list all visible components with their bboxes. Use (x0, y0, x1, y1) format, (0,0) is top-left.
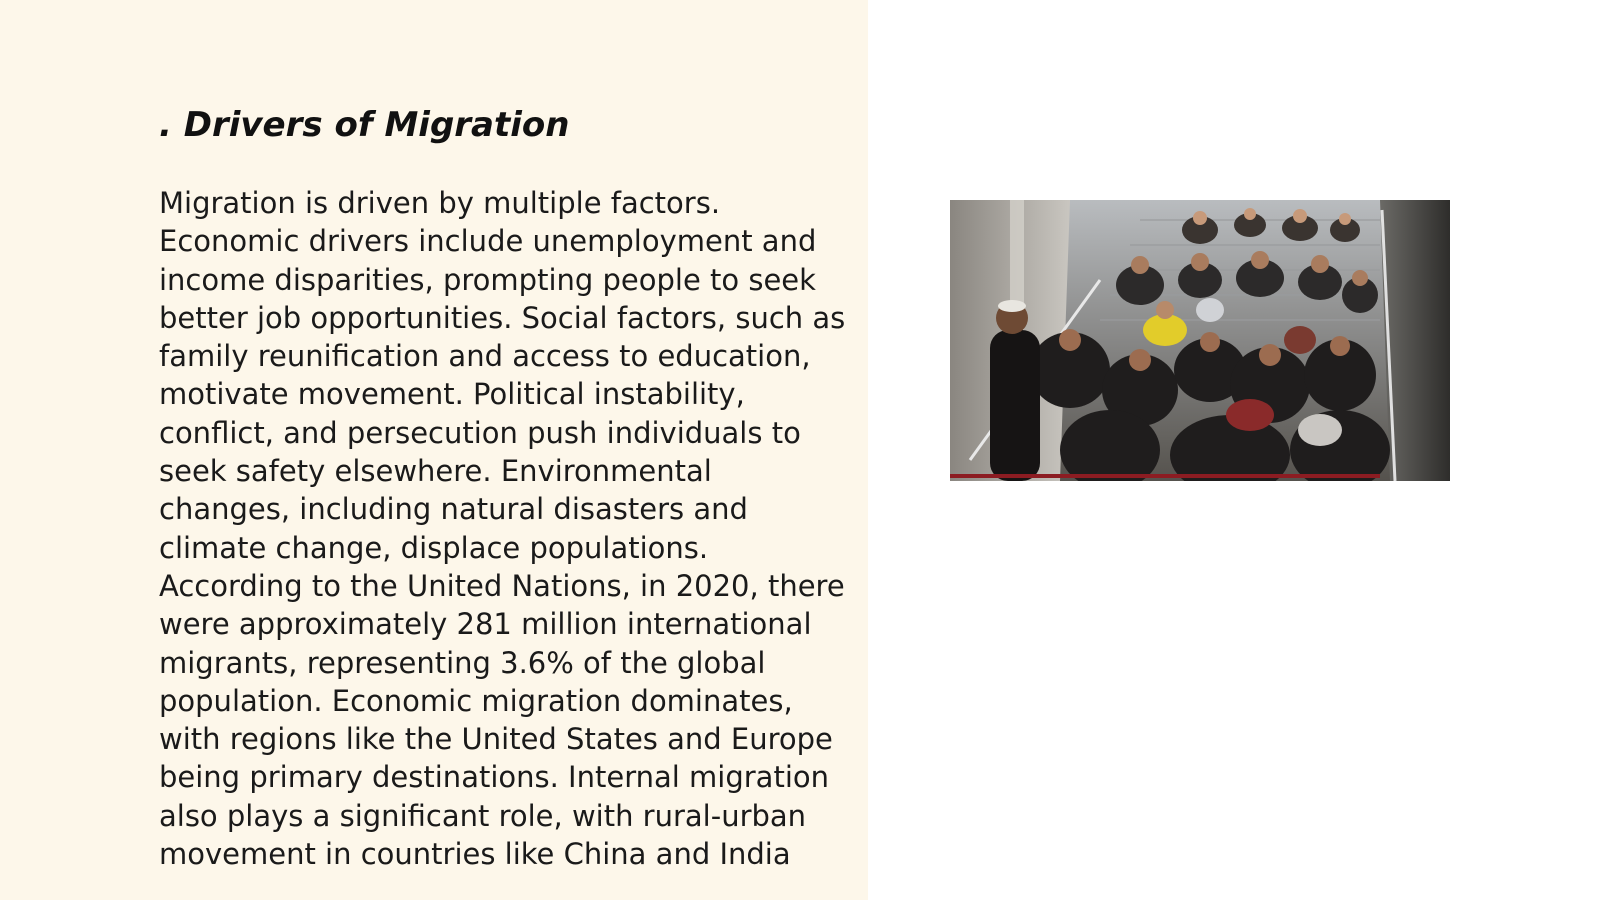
crowd-on-stairs-photo (950, 200, 1450, 481)
slide-title: . Drivers of Migration (159, 105, 570, 145)
slide-body-text: Migration is driven by multiple factors. Economic drivers include unemployment and income disparities, prompting people to seek better job opportunities. Social factors, such as family reunification and access to education, motivate movement. Political instability, conflict, and persecution push individuals to seek safety elsewhere. Environmental changes, including natural disasters and climate change, displace populations. According to the United Nations, in 2020, there were approximately 281 million international migrants, representing 3.6% of the global population. Economic migration dominates, with regions like the United States and Europe being primary destinations. Internal migration also plays a significant role, with rural-urban movement in countries like China and India (159, 186, 846, 872)
